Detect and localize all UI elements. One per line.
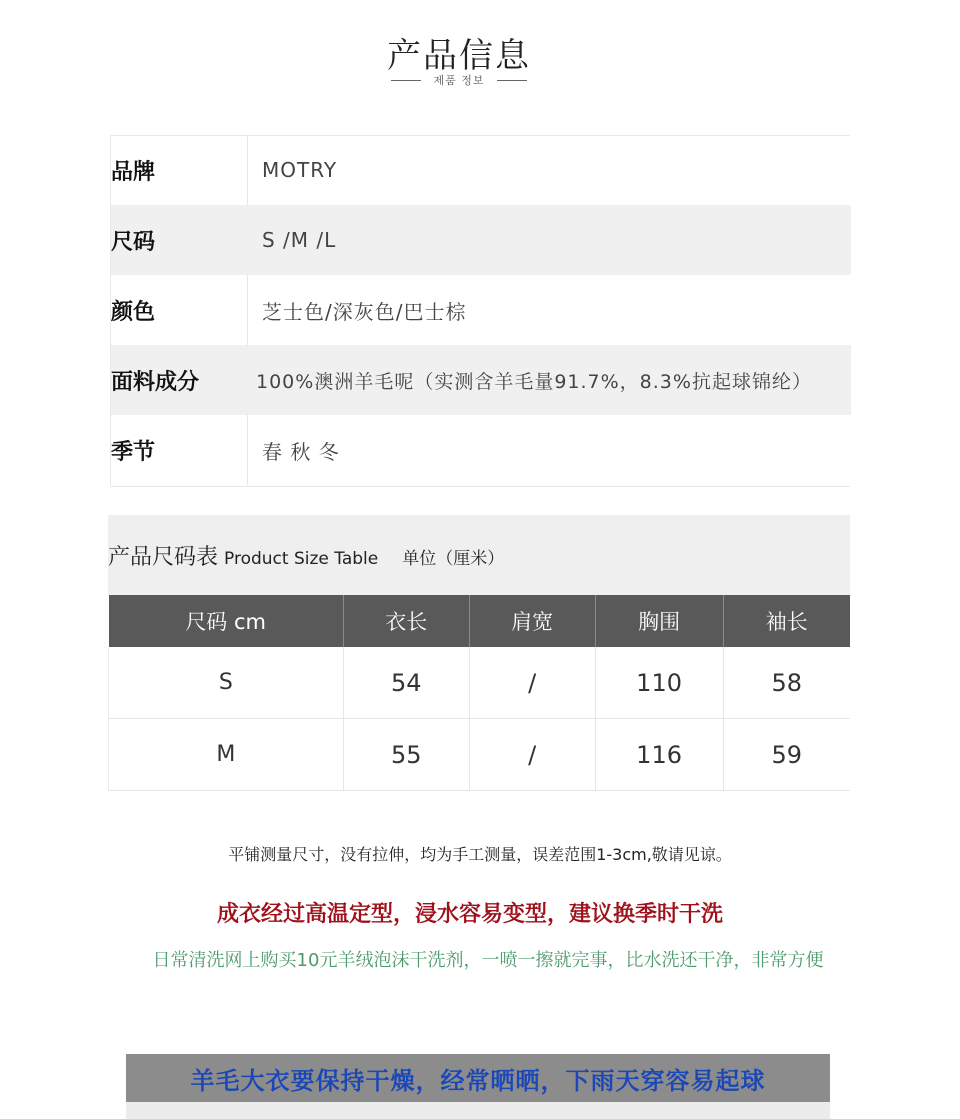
info-label: 季节 (111, 415, 248, 485)
info-row-size (111, 205, 851, 275)
info-row-brand (111, 135, 851, 205)
divider (497, 80, 527, 81)
table-cell: 55 (343, 719, 469, 791)
product-info-table (110, 135, 851, 485)
size-table-title (108, 540, 504, 571)
info-value: 芝士色/深灰色/巴士棕 (262, 299, 467, 324)
info-value: 春 秋 冬 (262, 439, 340, 464)
table-cell: / (469, 647, 595, 719)
column-header: 胸围 (595, 595, 723, 647)
info-row-material (111, 345, 851, 415)
info-row-season (111, 415, 851, 485)
column-header: 衣长 (343, 595, 469, 647)
table-cell: 110 (595, 647, 723, 719)
table-cell: S (109, 647, 344, 719)
table-row (109, 719, 851, 791)
info-value: MOTRY (262, 158, 338, 182)
table-row (109, 647, 851, 719)
size-table-title-cn: 产品尺码表 (108, 545, 219, 570)
table-cell: 59 (723, 719, 850, 791)
size-table-title-en: Product Size Table (224, 549, 379, 569)
care-warning: 成衣经过高温定型，浸水容易变型，建议换季时干洗 (216, 902, 723, 927)
subtitle-text: 제품 정보 (433, 74, 485, 87)
info-label: 面料成分 (111, 345, 248, 415)
info-label: 品牌 (111, 135, 248, 205)
divider (110, 486, 850, 487)
table-cell: 116 (595, 719, 723, 791)
size-table-unit: 单位（厘米） (402, 549, 505, 569)
divider (391, 80, 421, 81)
info-value: 100%澳洲羊毛呢（实测含羊毛量91.7%，8.3%抗起球锦纶） (256, 370, 812, 393)
page-subtitle (0, 72, 918, 88)
table-cell: M (109, 719, 344, 791)
info-label: 尺码 (111, 205, 248, 275)
table-cell: 54 (343, 647, 469, 719)
page-title: 产品信息 (387, 36, 531, 76)
size-table (108, 595, 850, 791)
info-row-color (111, 275, 851, 345)
measurement-note: 平铺测量尺寸，没有拉伸，均为手工测量，误差范围1-3cm,敬请见谅。 (228, 845, 732, 864)
info-label: 颜色 (111, 275, 248, 345)
care-tip: 日常清洗网上购买10元羊绒泡沫干洗剂，一喷一擦就完事，比水洗还干净，非常方便 (152, 950, 824, 971)
size-table-header-row (109, 595, 851, 647)
column-header: 尺码 cm (109, 595, 344, 647)
table-cell: / (469, 719, 595, 791)
banner-text: 羊毛大衣要保持干燥，经常晒晒，下雨天穿容易起球 (190, 1066, 766, 1095)
care-banner (126, 1054, 830, 1102)
banner-strip (126, 1102, 830, 1119)
table-cell: 58 (723, 647, 850, 719)
column-header: 肩宽 (469, 595, 595, 647)
column-header: 袖长 (723, 595, 850, 647)
info-value: S /M /L (262, 228, 337, 252)
